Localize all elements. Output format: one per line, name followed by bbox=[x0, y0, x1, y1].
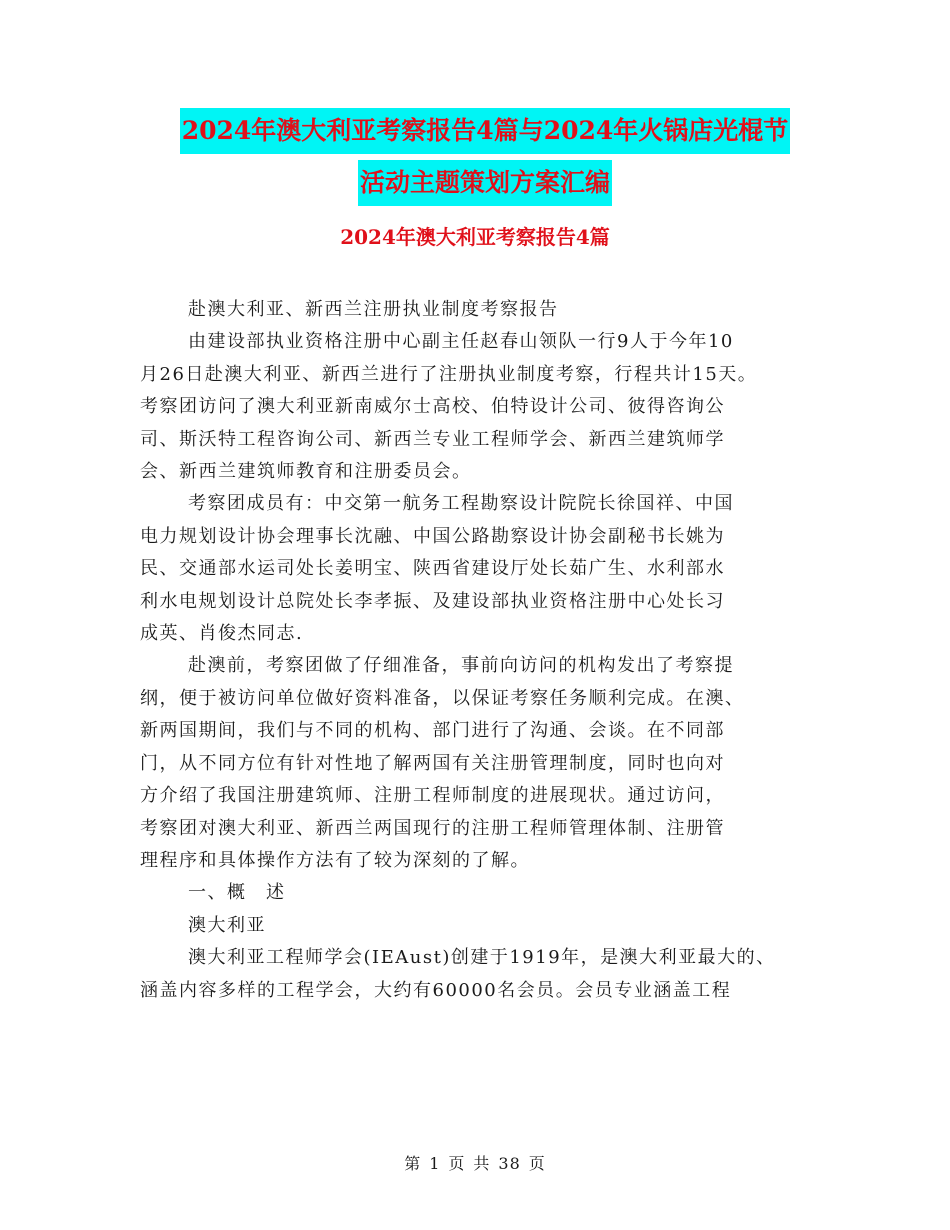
section-heading: 2024年澳大利亚考察报告4篇 bbox=[340, 225, 610, 249]
text-line: 赴澳前，考察团做了仔细准备，事前向访问的机构发出了考察提 bbox=[188, 655, 734, 677]
title-line-2: 活动主题策划方案汇编 bbox=[358, 160, 612, 206]
body-text bbox=[140, 294, 812, 1007]
title-line-1: 2024年澳大利亚考察报告4篇与2024年火锅店光棍节 bbox=[180, 108, 791, 154]
text-line: 门，从不同方位有针对性地了解两国有关注册管理制度，同时也向对 bbox=[140, 752, 725, 774]
text-line: 考察团成员有：中交第一航务工程勘察设计院院长徐国祥、中国 bbox=[188, 493, 734, 515]
text-line: 涵盖内容多样的工程学会，大约有60000名会员。会员专业涵盖工程 bbox=[140, 979, 732, 1001]
text-line: 会、新西兰建筑师教育和注册委员会。 bbox=[140, 461, 472, 483]
text-line: 澳大利亚工程师学会(IEAust)创建于1919年，是澳大利亚最大的、 bbox=[188, 947, 776, 969]
subheading-australia: 澳大利亚 bbox=[188, 914, 266, 936]
text-line: 纲，便于被访问单位做好资料准备，以保证考察任务顺利完成。在澳、 bbox=[140, 687, 745, 709]
text-line: 成英、肖俊杰同志. bbox=[140, 623, 304, 645]
text-line: 司、斯沃特工程咨询公司、新西兰专业工程师学会、新西兰建筑师学 bbox=[140, 428, 725, 450]
text-line: 考察团对澳大利亚、新西兰两国现行的注册工程师管理体制、注册管 bbox=[140, 817, 725, 839]
text-line: 理程序和具体操作方法有了较为深刻的了解。 bbox=[140, 849, 530, 871]
footer-page-suffix: 页 bbox=[528, 1154, 546, 1173]
text-line: 月26日赴澳大利亚、新西兰进行了注册执业制度考察，行程共计15天。 bbox=[140, 363, 758, 385]
text-line: 考察团访问了澳大利亚新南威尔士高校、伯特设计公司、彼得咨询公 bbox=[140, 396, 725, 418]
footer-page-prefix: 第 bbox=[404, 1154, 422, 1173]
text-line: 赴澳大利亚、新西兰注册执业制度考察报告 bbox=[188, 299, 559, 320]
page-footer bbox=[0, 1152, 950, 1176]
footer-page-mid: 页 bbox=[448, 1154, 466, 1173]
footer-total-pages: 38 bbox=[498, 1154, 521, 1173]
text-line: 利水电规划设计总院处长李孝振、及建设部执业资格注册中心处长习 bbox=[140, 590, 725, 612]
footer-total-prefix: 共 bbox=[473, 1154, 491, 1173]
subheading-overview: 一、概 述 bbox=[188, 882, 286, 904]
text-line: 民、交通部水运司处长姜明宝、陕西省建设厅处长茹广生、水利部水 bbox=[140, 558, 725, 580]
footer-page-number: 1 bbox=[429, 1154, 441, 1173]
text-line: 电力规划设计协会理事长沈融、中国公路勘察设计协会副秘书长姚为 bbox=[140, 525, 725, 547]
document-title bbox=[140, 108, 830, 206]
text-line: 新两国期间，我们与不同的机构、部门进行了沟通、会谈。在不同部 bbox=[140, 720, 725, 742]
text-line: 方介绍了我国注册建筑师、注册工程师制度的进展现状。通过访问， bbox=[140, 785, 725, 807]
text-line: 由建设部执业资格注册中心副主任赵春山领队一行9人于今年10 bbox=[188, 331, 734, 353]
